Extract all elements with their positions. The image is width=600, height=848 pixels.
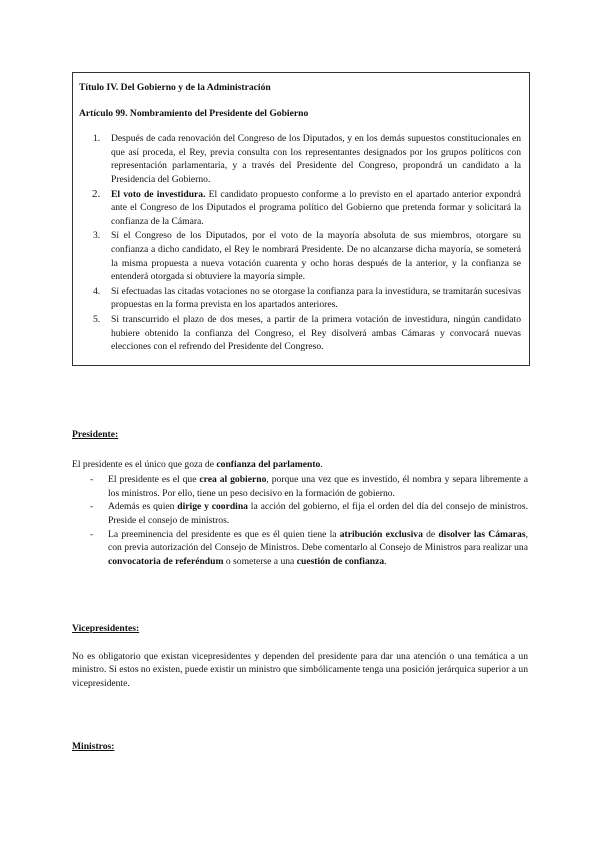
bold-run: convocatoria de referéndum <box>108 555 224 567</box>
presidente-intro <box>72 458 528 472</box>
article-item-2 <box>92 187 525 229</box>
bold-run: disolver las Cámaras <box>438 528 526 540</box>
ministros-section <box>72 740 528 754</box>
vicepresidentes-heading: Vicepresidentes: <box>72 623 140 634</box>
dash-marker: - <box>90 528 94 540</box>
item-text: El candidato propuesto conforme a lo previsto en el apartado anterior expondrá ante el Congreso de los Diputados el programa político del Gobierno que pretenda formar y solicitará la confianza de la Cámara. <box>111 188 521 227</box>
article-item-4 <box>93 285 525 312</box>
item-number: 4. <box>93 285 101 297</box>
title-heading: Título IV. Del Gobierno y de la Administración <box>79 82 271 93</box>
item-text: Si el Congreso de los Diputados, por el voto de la mayoría absoluta de sus miembros, otorgare su confianza a dicho candidato, el Rey le nombrará Presidente. De no alcanzarse dicha mayoría, se someterá la misma propuesta a nueva votación cuarenta y ocho horas después de la anterior, y la confianza se entenderá otorgada si obtuviere la mayoría simple. <box>111 230 521 283</box>
text-run: , porque una vez que es investido, él nombra y separa libremente a los ministros. Por ello, tiene un peso decisivo en la formación de gobierno. <box>108 474 528 499</box>
dash-marker: - <box>90 474 94 486</box>
item-number: 1. <box>93 133 101 145</box>
constitution-article-box <box>72 72 530 366</box>
bullet-item <box>90 500 528 527</box>
item-text: Si efectuadas las citadas votaciones no se otorgase la confianza para la investidura, se tramitarán sucesivas propuestas en la forma prevista en los apartados anteriores. <box>111 285 521 311</box>
article-item-1 <box>93 132 525 186</box>
ministros-heading: Ministros: <box>72 741 115 752</box>
text-run: o someterse a una <box>223 555 297 567</box>
article-heading: Artículo 99. Nombramiento del Presidente del Gobierno <box>79 107 309 119</box>
text-run: . <box>384 555 387 567</box>
presidente-section <box>72 428 528 568</box>
bold-run: confianza del parlamento <box>216 458 321 470</box>
vicepresidentes-section <box>72 622 528 690</box>
presidente-bullets <box>72 473 528 568</box>
text-run: El presidente es el que <box>108 474 200 486</box>
text-run: , con previa autorización del Consejo de Ministros. Debe comentarlo al Consejo de Ministros para realizar una <box>108 528 528 554</box>
article-list <box>79 132 525 354</box>
bullet-item <box>90 528 528 569</box>
item-text: Si transcurrido el plazo de dos meses, a partir de la primera votación de investidura, ningún candidato hubiere obtenido la confianza del Congreso, el Rey disolverá ambas Cámaras y convocará nuevas elecciones con el refrendo del Presidente del Congreso. <box>111 313 521 353</box>
vicepresidentes-text: No es obligatorio que existan vicepresidentes y dependen del presidente para dar una atención o una temática a un ministro. Si estos no existen, puede existir un ministro que simbólicamente tenga una posición jerárquica superior a un vicepresidente. <box>72 650 528 689</box>
text-run: Además es quien <box>108 501 178 513</box>
bold-run: atribución exclusiva <box>339 528 423 540</box>
item-text: Después de cada renovación del Congreso de los Diputados, y en los demás supuestos constitucionales en que así proceda, el Rey, previa consulta con los representantes designados por los grupos políticos con representación parlamentaria, y a través del Presidente del Congreso, propondrá un candidato a la Presidencia del Gobierno. <box>111 133 521 185</box>
item-bold-text: El voto de investidura. <box>111 188 206 200</box>
text-run: La preeminencia del presidente es que es él quien tiene la <box>108 528 340 540</box>
bullet-item <box>90 473 528 500</box>
item-number: 2. <box>92 187 101 200</box>
article-item-5 <box>93 313 525 354</box>
article-item-3 <box>93 229 525 283</box>
item-number: 3. <box>93 230 101 242</box>
dash-marker: - <box>90 501 94 513</box>
presidente-heading: Presidente: <box>72 429 119 440</box>
item-number: 5. <box>93 313 101 325</box>
text-run: El presidente es el único que goza de <box>72 458 217 470</box>
text-run: . <box>320 458 323 470</box>
bold-run: crea al gobierno <box>199 474 267 486</box>
bold-run: cuestión de confianza <box>296 555 385 567</box>
text-run: la acción del gobierno, el fija el orden del día del consejo de ministros. Preside el consejo de ministros. <box>108 501 528 526</box>
bold-run: dirige y coordina <box>177 501 248 513</box>
text-run: de <box>422 528 439 540</box>
